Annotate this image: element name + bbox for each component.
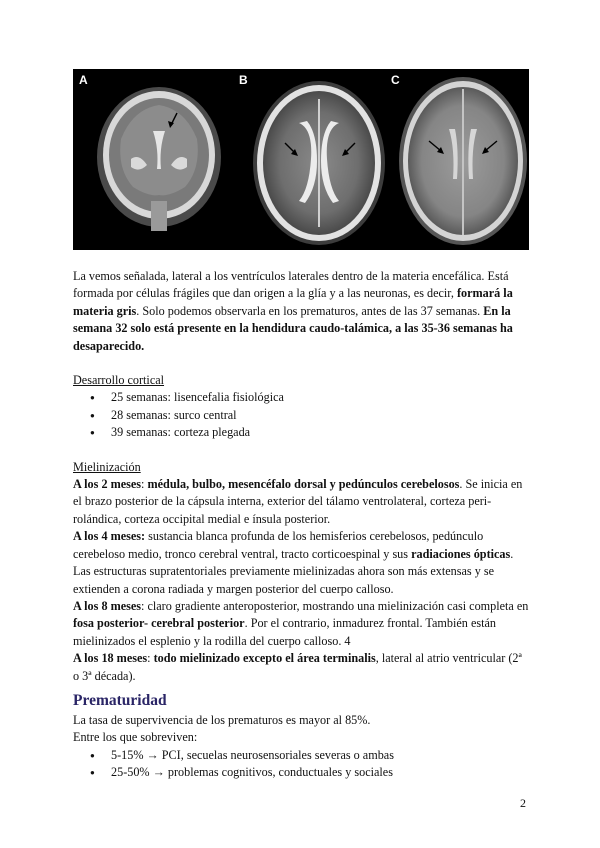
myelination-heading: Mielinización [73,459,141,474]
m8-bold-1: A los 8 meses [73,598,142,613]
list-item: ● 39 semanas: corteza plegada [73,424,531,441]
intro-text-1: La vemos señalada, lateral a los ventrículos laterales dentro de la materia encefálica. Está formada por células frágiles que dan origen a la glía y a las neuronas, es decir, [73,269,509,301]
list-item: ● 25 semanas: lisencefalia fisiológica [73,389,531,406]
intro-text-2: . Solo podemos observarla en los prematuros, antes de las 37 semanas. [136,303,484,318]
m18-bold-2: todo mielinizado excepto el área terminalis [153,651,376,666]
cortical-heading: Desarrollo cortical [73,373,165,388]
prematurity-list [73,747,531,782]
m8-text-1: : claro gradiente anteroposterior, mostrando una mielinización casi completa en [141,598,529,613]
intro-bold-2: En la semana 32 solo está presente en la hendidura caudo-talámica, a las 35-36 semanas ha desaparecido. [73,303,513,353]
m8-text-2: . Por el contrario, inmadurez frontal. También están mielinizados el esplenio y la rodilla del cuerpo calloso. 4 [73,616,496,648]
myelination-2-months [73,476,531,528]
m18-bold-1: A los 18 meses [73,651,148,666]
m18-text-2: , lateral al atrio ventricular (2ª o 3ª década). [73,651,522,683]
page-number: 2 [520,796,526,810]
m2-bold-1: A los 2 meses [73,477,142,492]
myelination-18-months [73,650,531,685]
m2-text-2: . Se inicia en el brazo posterior de la cápsula interna, exterior del tálamo ventrolateral, corteza peri-rolándica, corteza occipital medial e ínsula posterior. [73,477,523,526]
cortical-list [73,389,531,441]
document-body [73,268,531,782]
myelination-8-months [73,598,531,650]
myelination-4-months [73,528,531,598]
prematurity-line-1: La tasa de supervivencia de los prematuros es mayor al 85%. [73,712,371,727]
m4-text-1: sustancia blanca profunda de los hemisferios cerebelosos, pedúnculo cerebeloso medio, tronco cerebral ventral, tracto corticoespinal y sus [73,529,484,561]
m4-bold-2: radiaciones ópticas [411,546,511,561]
list-item: ● 28 semanas: surco central [73,407,531,424]
intro-bold-1: formará la materia gris [73,286,513,318]
intro-paragraph [73,268,531,355]
m4-text-2: . Las estructuras supratentoriales previamente mielinizadas ahora son más extensas y se extienden a corona radiada y margen posterior del cuerpo calloso. [73,546,514,596]
panel-b-label: B [239,73,248,87]
list-item: ● 25-50% → problemas cognitivos, conductuales y sociales [73,764,531,781]
list-item: ● 5-15% → PCI, secuelas neurosensoriales severas o ambas [73,747,531,764]
m8-bold-2: fosa posterior- cerebral posterior [73,616,245,631]
m4-bold-1: A los 4 meses: [73,529,146,544]
m18-text-1: : [147,651,154,666]
prematurity-line-2: Entre los que sobreviven: [73,730,198,745]
mri-panel-b [253,81,385,245]
panel-c-label: C [391,73,400,87]
section-heading-prematuridad: Prematuridad [73,691,167,709]
mri-figure [73,69,529,250]
mri-panel-c [399,77,527,245]
panel-a-label: A [79,73,88,87]
m2-bold-2: médula, bulbo, mesencéfalo dorsal y pedúnculos cerebelosos [147,477,460,492]
m2-text-1: : [141,477,148,492]
